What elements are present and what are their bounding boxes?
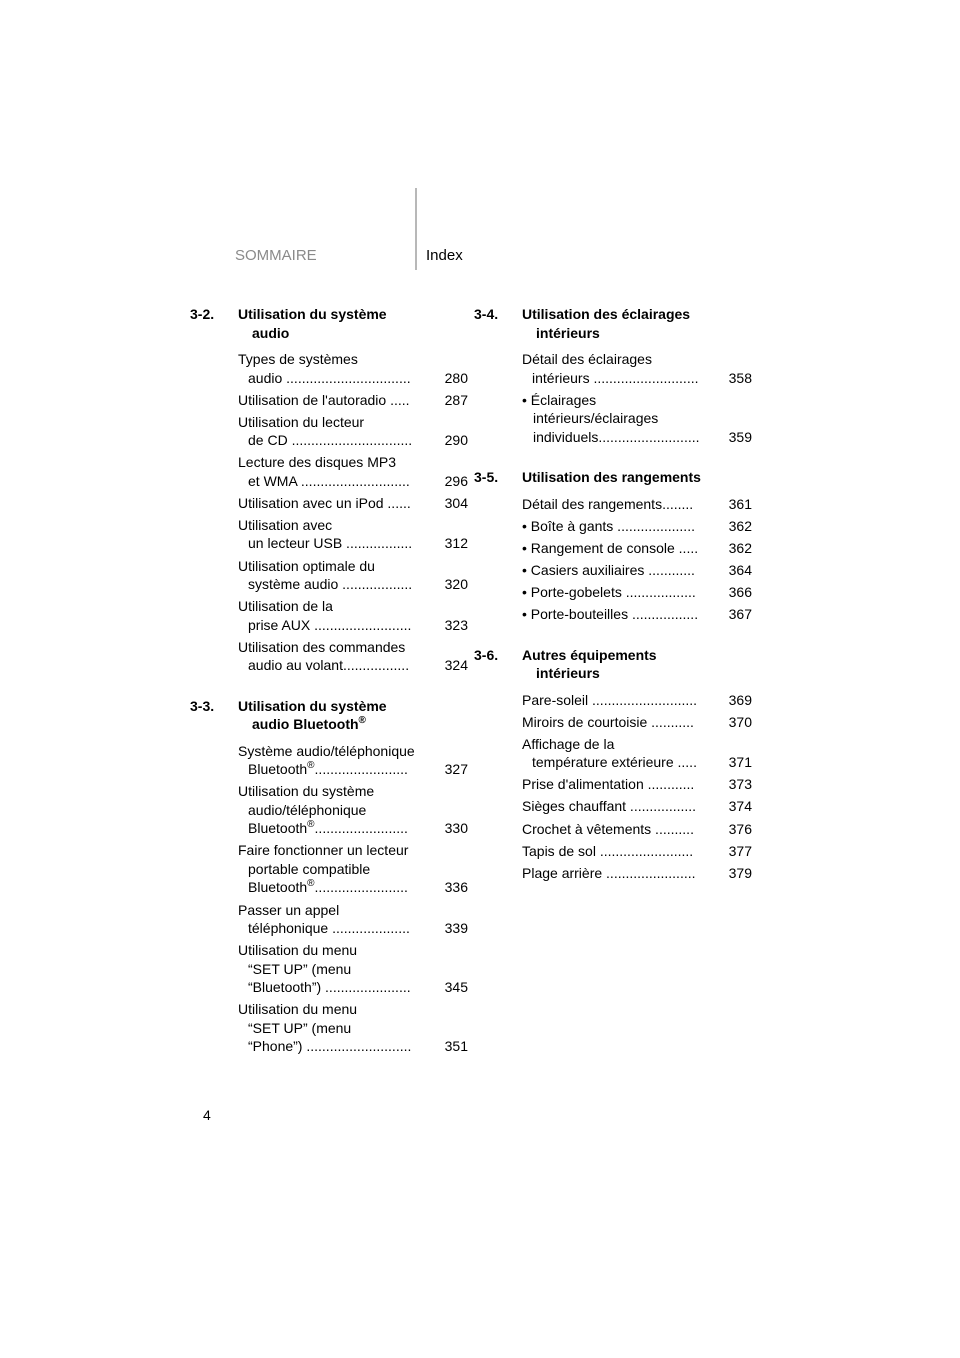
toc-page-number: 287 [444, 391, 468, 408]
toc-page-number: 312 [444, 535, 468, 552]
toc-entry-menu-phone[interactable]: Utilisation du menu “SET UP” (menu “Phone”) ........................... 351 [238, 1001, 468, 1055]
toc-page-number: 376 [728, 820, 752, 837]
toc-entry-temperature-exterieure[interactable]: Affichage de la température extérieure ..... 371 [522, 735, 752, 771]
toc-section-3-6 [474, 646, 752, 883]
toc-page-number: 366 [728, 583, 752, 600]
toc-entry-menu-bluetooth[interactable]: Utilisation du menu “SET UP” (menu “Bluetooth”) ...................... 345 [238, 942, 468, 996]
toc-entry-mp3-wma[interactable]: Lecture des disques MP3 et WMA ............................ 296 [238, 454, 468, 489]
toc-entry-casiers-auxiliaires[interactable]: • Casiers auxiliaires ............ 364 [522, 561, 752, 578]
toc-entry-commandes-volant[interactable]: Utilisation des commandes audio au volant................. 324 [238, 638, 468, 674]
toc-entry-lecteur-cd[interactable]: Utilisation du lecteur de CD ............................... 290 [238, 413, 468, 449]
toc-entry-detail-rangements[interactable]: Détail des rangements........ 361 [522, 495, 752, 512]
toc-page-number: 379 [728, 864, 752, 881]
toc-page-number: 370 [728, 713, 752, 730]
toc-entry-lecteur-portable[interactable]: Faire fonctionner un lecteur portable compatible Bluetooth®........................ 336 [238, 842, 468, 896]
toc-column-right [474, 305, 752, 904]
toc-section-3-4 [474, 305, 752, 446]
sommaire-link[interactable]: SOMMAIRE [235, 247, 317, 264]
header-divider [415, 188, 417, 270]
toc-entry-porte-gobelets[interactable]: • Porte-gobelets .................. 366 [522, 583, 752, 600]
toc-entry-ipod[interactable]: Utilisation avec un iPod ...... 304 [238, 494, 468, 511]
section-title: Utilisation du système audio [238, 306, 387, 341]
toc-page-number: 364 [728, 561, 752, 578]
section-title: Utilisation des rangements [522, 469, 701, 486]
toc-page-number: 330 [444, 820, 468, 837]
toc-entry-miroirs-courtoisie[interactable]: Miroirs de courtoisie ........... 370 [522, 713, 752, 730]
toc-page-number: 374 [728, 798, 752, 815]
toc-entry-plage-arriere[interactable]: Plage arrière ....................... 379 [522, 864, 752, 881]
toc-page-number: 358 [728, 369, 752, 386]
toc-entry-sieges-chauffant[interactable]: Sièges chauffant ................. 374 [522, 798, 752, 815]
toc-page-number: 345 [444, 979, 468, 996]
toc-entry-detail-eclairages[interactable]: Détail des éclairages intérieurs ........................... 358 [522, 351, 752, 386]
toc-entry-utilisation-bluetooth[interactable]: Utilisation du système audio/téléphonique Bluetooth®........................ 330 [238, 783, 468, 837]
toc-entry-autoradio[interactable]: Utilisation de l'autoradio ..... 287 [238, 391, 468, 408]
toc-section-3-2 [190, 305, 468, 675]
toc-entry-porte-bouteilles[interactable]: • Porte-bouteilles ................. 367 [522, 606, 752, 623]
section-number: 3-5. [474, 469, 499, 486]
toc-page-number: 290 [444, 432, 468, 449]
toc-page-number: 351 [444, 1038, 468, 1055]
section-title: Utilisation des éclairages intérieurs [522, 306, 691, 341]
index-link[interactable]: Index [426, 247, 463, 264]
section-heading [190, 305, 468, 342]
toc-page-number: 336 [444, 879, 468, 896]
toc-entry-types-de-systemes[interactable]: Types de systèmes audio ................................ 280 [238, 351, 468, 386]
section-heading [474, 468, 752, 487]
toc-entry-usb[interactable]: Utilisation avec un lecteur USB ................. 312 [238, 516, 468, 552]
toc-page-number: 373 [728, 776, 752, 793]
toc-page-number: 280 [444, 369, 468, 386]
toc-entry-prise-alimentation[interactable]: Prise d'alimentation ............ 373 [522, 776, 752, 793]
toc-page-number: 362 [728, 539, 752, 556]
section-title: Utilisation du système audio Bluetooth® [238, 697, 387, 733]
toc-page-number: 327 [444, 761, 468, 778]
toc-page-number: 361 [728, 495, 752, 512]
section-number: 3-2. [190, 306, 215, 322]
page-number: 4 [203, 1107, 211, 1123]
toc-entry-systeme-audio[interactable]: Utilisation optimale du système audio .................. 320 [238, 557, 468, 593]
toc-page-number: 377 [728, 842, 752, 859]
toc-page-number: 359 [728, 428, 752, 445]
toc-page-number: 324 [444, 657, 468, 674]
toc-entry-eclairages-individuels[interactable]: • Éclairages intérieurs/éclairages individuels.......................... 359 [522, 391, 752, 445]
toc-entry-systeme-bluetooth[interactable]: Système audio/téléphonique Bluetooth®........................ 327 [238, 742, 468, 778]
toc-column-left [190, 305, 468, 1078]
section-title: Autres équipements intérieurs [522, 646, 657, 682]
section-number: 3-6. [474, 646, 499, 663]
section-heading [474, 646, 752, 683]
toc-page-number: 323 [444, 616, 468, 633]
toc-entry-tapis-de-sol[interactable]: Tapis de sol ........................ 377 [522, 842, 752, 859]
toc-page-number: 369 [728, 691, 752, 708]
toc-section-3-3 [190, 697, 468, 1056]
section-number: 3-4. [474, 306, 499, 322]
toc-entry-pare-soleil[interactable]: Pare-soleil ........................... 369 [522, 691, 752, 708]
section-number: 3-3. [190, 697, 215, 714]
toc-page-number: 371 [728, 754, 752, 771]
toc-entry-boite-a-gants[interactable]: • Boîte à gants .................... 362 [522, 517, 752, 534]
toc-page-number: 296 [444, 472, 468, 489]
toc-section-3-5 [474, 468, 752, 623]
section-heading [474, 305, 752, 342]
toc-entry-appel-telephonique[interactable]: Passer un appel téléphonique .................... 339 [238, 901, 468, 937]
toc-page-number: 367 [728, 606, 752, 623]
toc-page-number: 339 [444, 920, 468, 937]
toc-entry-rangement-console[interactable]: • Rangement de console ..... 362 [522, 539, 752, 556]
toc-page-number: 304 [444, 494, 468, 511]
toc-page-number: 320 [444, 576, 468, 593]
toc-entry-crochet-vetements[interactable]: Crochet à vêtements .......... 376 [522, 820, 752, 837]
section-heading [190, 697, 468, 734]
toc-entry-prise-aux[interactable]: Utilisation de la prise AUX ......................... 323 [238, 598, 468, 633]
toc-page-number: 362 [728, 517, 752, 534]
